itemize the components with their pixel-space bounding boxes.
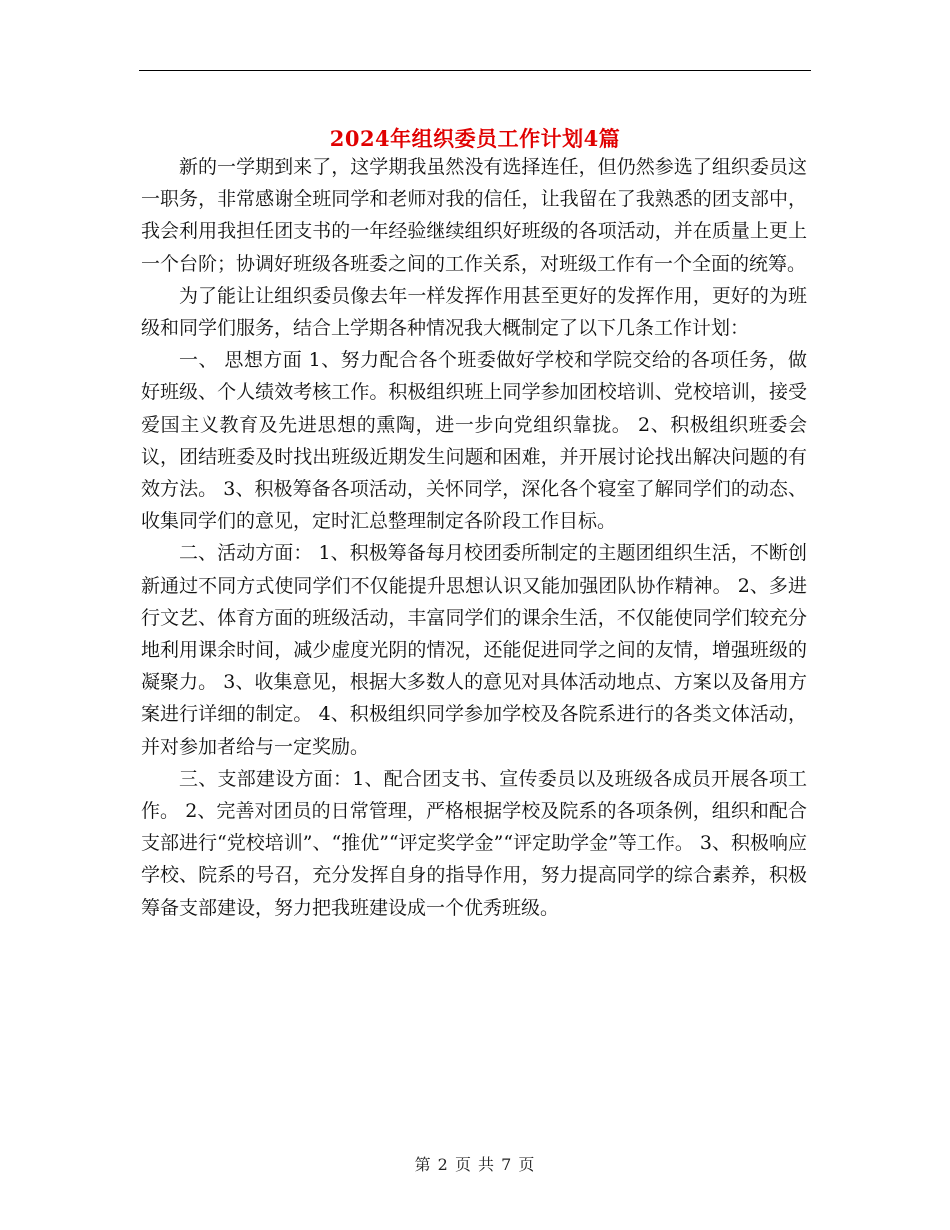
- document-body: [141, 151, 807, 924]
- paragraph-purpose: 为了能让让组织委员像去年一样发挥作用甚至更好的发挥作用，更好的为班级和同学们服务，结合上学期各种情况我大概制定了以下几条工作计划：: [141, 284, 807, 340]
- paragraph-activity: 二、活动方面： 1、积极筹备每月校团委所制定的主题团组织生活，不断创新通过不同方式使同学们不仅能提升思想认识又能加强团队协作精神。 2、多进行文艺、体育方面的班级活动，丰富同学们的课余生活，不仅能使同学们较充分地利用课余时间，减少虚度光阴的情况，还能促进同学之间的友情，增强班级的凝聚力。 3、收集意见，根据大多数人的意见对具体活动地点、方案以及备用方案进行详细的制定。 4、积极组织同学参加学校及各院系进行的各类文体活动，并对参加者给与一定奖励。: [141, 542, 807, 758]
- paragraph-branch-building: 三、支部建设方面：1、配合团支书、宣传委员以及班级各成员开展各项工作。 2、完善对团员的日常管理，严格根据学校及院系的各项条例，组织和配合支部进行“党校培训”、“推优”“评定奖学金”“评定助学金”等工作。 3、积极响应学校、院系的号召，充分发挥自身的指导作用，努力提高同学的综合素养，积极筹备支部建设，努力把我班建设成一个优秀班级。: [141, 767, 807, 919]
- paragraph-intro: 新的一学期到来了，这学期我虽然没有选择连任，但仍然参选了组织委员这一职务，非常感谢全班同学和老师对我的信任，让我留在了我熟悉的团支部中，我会利用我担任团支书的一年经验继续组织好班级的各项活动，并在质量上更上一个台阶；协调好班级各班委之间的工作关系，对班级工作有一个全面的统筹。: [141, 156, 807, 275]
- document-title: 2024年组织委员工作计划4篇: [329, 126, 621, 152]
- page-number: 第 2 页 共 7 页: [414, 1155, 536, 1174]
- header-rule: [139, 70, 811, 71]
- paragraph-thought: 一、 思想方面 1、努力配合各个班委做好学校和学院交给的各项任务，做好班级、个人绩效考核工作。积极组织班上同学参加团校培训、党校培训，接受爱国主义教育及先进思想的熏陶，进一步向党组织靠拢。 2、积极组织班委会议，团结班委及时找出班级近期发生问题和困难，并开展讨论找出解决问题的有效方法。 3、积极筹备各项活动，关怀同学，深化各个寝室了解同学们的动态、收集同学们的意见，定时汇总整理制定各阶段工作目标。: [141, 349, 807, 533]
